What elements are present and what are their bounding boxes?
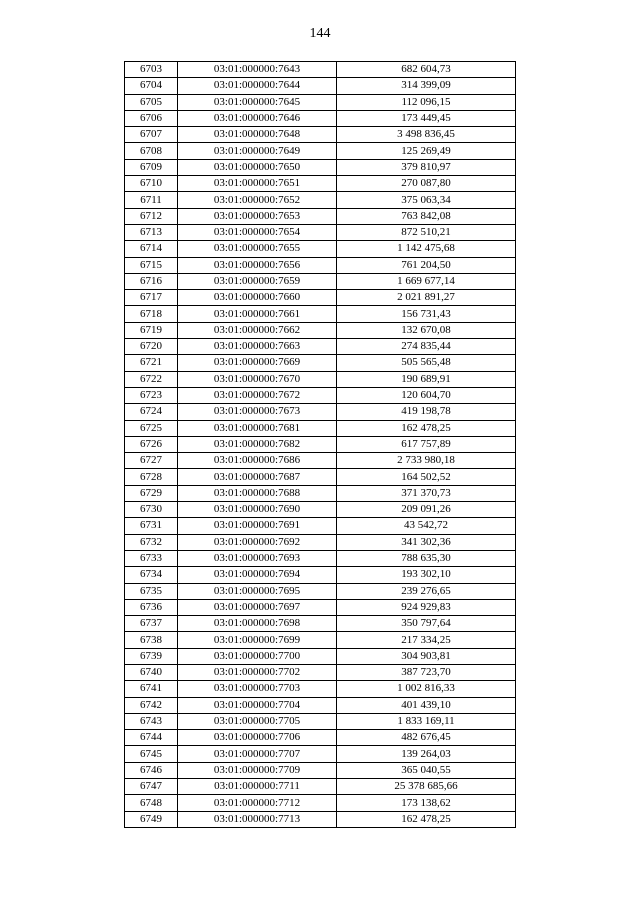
- cadastral-value-cell: 872 510,21: [337, 224, 516, 240]
- cadastral-value-cell: 274 835,44: [337, 339, 516, 355]
- table-row: [125, 290, 516, 306]
- row-number-cell: 6727: [125, 453, 178, 469]
- cadastral-value-cell: 173 138,62: [337, 795, 516, 811]
- cadastral-value-cell: 365 040,55: [337, 762, 516, 778]
- table-row: [125, 322, 516, 338]
- row-number-cell: 6747: [125, 779, 178, 795]
- row-number-cell: 6743: [125, 713, 178, 729]
- cadastral-value-cell: 763 842,08: [337, 208, 516, 224]
- cadastral-number-cell: 03:01:000000:7646: [178, 110, 337, 126]
- table-row: [125, 127, 516, 143]
- cadastral-value-cell: 190 689,91: [337, 371, 516, 387]
- cadastral-number-cell: 03:01:000000:7713: [178, 811, 337, 827]
- cadastral-value-cell: 375 063,34: [337, 192, 516, 208]
- cadastral-number-cell: 03:01:000000:7673: [178, 404, 337, 420]
- cadastral-value-cell: 209 091,26: [337, 502, 516, 518]
- cadastral-value-cell: 1 142 475,68: [337, 241, 516, 257]
- cadastral-number-cell: 03:01:000000:7655: [178, 241, 337, 257]
- cadastral-number-cell: 03:01:000000:7687: [178, 469, 337, 485]
- cadastral-value-cell: 193 302,10: [337, 567, 516, 583]
- cadastral-value-cell: 350 797,64: [337, 616, 516, 632]
- row-number-cell: 6704: [125, 78, 178, 94]
- row-number-cell: 6706: [125, 110, 178, 126]
- table-row: [125, 355, 516, 371]
- table-row: [125, 550, 516, 566]
- table-row: [125, 176, 516, 192]
- row-number-cell: 6722: [125, 371, 178, 387]
- table-row: [125, 404, 516, 420]
- table-row: [125, 485, 516, 501]
- table-row: [125, 583, 516, 599]
- row-number-cell: 6734: [125, 567, 178, 583]
- cadastral-value-cell: 139 264,03: [337, 746, 516, 762]
- row-number-cell: 6707: [125, 127, 178, 143]
- cadastral-number-cell: 03:01:000000:7672: [178, 387, 337, 403]
- cadastral-number-cell: 03:01:000000:7654: [178, 224, 337, 240]
- table-row: [125, 681, 516, 697]
- cadastral-number-cell: 03:01:000000:7649: [178, 143, 337, 159]
- cadastral-value-cell: 162 478,25: [337, 420, 516, 436]
- cadastral-value-cell: 2 733 980,18: [337, 453, 516, 469]
- cadastral-number-cell: 03:01:000000:7709: [178, 762, 337, 778]
- row-number-cell: 6714: [125, 241, 178, 257]
- row-number-cell: 6741: [125, 681, 178, 697]
- row-number-cell: 6726: [125, 436, 178, 452]
- cadastral-value-cell: 924 929,83: [337, 599, 516, 615]
- cadastral-number-cell: 03:01:000000:7651: [178, 176, 337, 192]
- row-number-cell: 6748: [125, 795, 178, 811]
- cadastral-value-cell: 401 439,10: [337, 697, 516, 713]
- table-row: [125, 567, 516, 583]
- table-row: [125, 746, 516, 762]
- row-number-cell: 6728: [125, 469, 178, 485]
- cadastral-value-cell: 217 334,25: [337, 632, 516, 648]
- table-row: [125, 518, 516, 534]
- cadastral-number-cell: 03:01:000000:7690: [178, 502, 337, 518]
- cadastral-number-cell: 03:01:000000:7703: [178, 681, 337, 697]
- row-number-cell: 6740: [125, 664, 178, 680]
- cadastral-number-cell: 03:01:000000:7663: [178, 339, 337, 355]
- row-number-cell: 6710: [125, 176, 178, 192]
- cadastral-number-cell: 03:01:000000:7705: [178, 713, 337, 729]
- row-number-cell: 6709: [125, 159, 178, 175]
- cadastral-value-cell: 387 723,70: [337, 664, 516, 680]
- cadastral-value-cell: 379 810,97: [337, 159, 516, 175]
- cadastral-number-cell: 03:01:000000:7697: [178, 599, 337, 615]
- table-row: [125, 78, 516, 94]
- cadastral-value-cell: 120 604,70: [337, 387, 516, 403]
- table-row: [125, 62, 516, 78]
- cadastral-value-table: [124, 61, 516, 828]
- row-number-cell: 6716: [125, 273, 178, 289]
- cadastral-number-cell: 03:01:000000:7653: [178, 208, 337, 224]
- row-number-cell: 6730: [125, 502, 178, 518]
- table-row: [125, 453, 516, 469]
- cadastral-value-cell: 162 478,25: [337, 811, 516, 827]
- row-number-cell: 6739: [125, 648, 178, 664]
- row-number-cell: 6729: [125, 485, 178, 501]
- cadastral-number-cell: 03:01:000000:7711: [178, 779, 337, 795]
- row-number-cell: 6723: [125, 387, 178, 403]
- table-row: [125, 502, 516, 518]
- cadastral-value-cell: 617 757,89: [337, 436, 516, 452]
- cadastral-number-cell: 03:01:000000:7643: [178, 62, 337, 78]
- cadastral-value-cell: 1 833 169,11: [337, 713, 516, 729]
- table-row: [125, 159, 516, 175]
- cadastral-number-cell: 03:01:000000:7702: [178, 664, 337, 680]
- cadastral-number-cell: 03:01:000000:7707: [178, 746, 337, 762]
- cadastral-number-cell: 03:01:000000:7681: [178, 420, 337, 436]
- cadastral-value-cell: 371 370,73: [337, 485, 516, 501]
- cadastral-value-cell: 3 498 836,45: [337, 127, 516, 143]
- row-number-cell: 6717: [125, 290, 178, 306]
- table-row: [125, 599, 516, 615]
- cadastral-value-cell: 270 087,80: [337, 176, 516, 192]
- cadastral-number-cell: 03:01:000000:7686: [178, 453, 337, 469]
- cadastral-value-cell: 43 542,72: [337, 518, 516, 534]
- table-row: [125, 713, 516, 729]
- cadastral-number-cell: 03:01:000000:7692: [178, 534, 337, 550]
- cadastral-value-cell: 682 604,73: [337, 62, 516, 78]
- row-number-cell: 6719: [125, 322, 178, 338]
- row-number-cell: 6733: [125, 550, 178, 566]
- row-number-cell: 6735: [125, 583, 178, 599]
- row-number-cell: 6736: [125, 599, 178, 615]
- row-number-cell: 6742: [125, 697, 178, 713]
- row-number-cell: 6720: [125, 339, 178, 355]
- row-number-cell: 6745: [125, 746, 178, 762]
- table-row: [125, 143, 516, 159]
- row-number-cell: 6705: [125, 94, 178, 110]
- table-row: [125, 273, 516, 289]
- table-row: [125, 224, 516, 240]
- table-row: [125, 94, 516, 110]
- cadastral-number-cell: 03:01:000000:7662: [178, 322, 337, 338]
- row-number-cell: 6712: [125, 208, 178, 224]
- cadastral-value-cell: 164 502,52: [337, 469, 516, 485]
- cadastral-number-cell: 03:01:000000:7693: [178, 550, 337, 566]
- table-row: [125, 469, 516, 485]
- row-number-cell: 6744: [125, 730, 178, 746]
- cadastral-value-cell: 25 378 685,66: [337, 779, 516, 795]
- row-number-cell: 6724: [125, 404, 178, 420]
- cadastral-number-cell: 03:01:000000:7650: [178, 159, 337, 175]
- cadastral-value-cell: 239 276,65: [337, 583, 516, 599]
- cadastral-value-cell: 173 449,45: [337, 110, 516, 126]
- row-number-cell: 6737: [125, 616, 178, 632]
- cadastral-value-cell: 505 565,48: [337, 355, 516, 371]
- cadastral-number-cell: 03:01:000000:7660: [178, 290, 337, 306]
- cadastral-value-cell: 482 676,45: [337, 730, 516, 746]
- cadastral-value-cell: 788 635,30: [337, 550, 516, 566]
- row-number-cell: 6731: [125, 518, 178, 534]
- row-number-cell: 6746: [125, 762, 178, 778]
- cadastral-number-cell: 03:01:000000:7695: [178, 583, 337, 599]
- table-row: [125, 110, 516, 126]
- table-row: [125, 387, 516, 403]
- cadastral-number-cell: 03:01:000000:7661: [178, 306, 337, 322]
- row-number-cell: 6711: [125, 192, 178, 208]
- row-number-cell: 6738: [125, 632, 178, 648]
- cadastral-value-cell: 156 731,43: [337, 306, 516, 322]
- row-number-cell: 6703: [125, 62, 178, 78]
- cadastral-number-cell: 03:01:000000:7644: [178, 78, 337, 94]
- row-number-cell: 6718: [125, 306, 178, 322]
- table-row: [125, 192, 516, 208]
- cadastral-number-cell: 03:01:000000:7700: [178, 648, 337, 664]
- cadastral-value-cell: 125 269,49: [337, 143, 516, 159]
- table-row: [125, 208, 516, 224]
- table-row: [125, 257, 516, 273]
- table-row: [125, 616, 516, 632]
- cadastral-number-cell: 03:01:000000:7688: [178, 485, 337, 501]
- table-row: [125, 371, 516, 387]
- table-row: [125, 779, 516, 795]
- cadastral-number-cell: 03:01:000000:7694: [178, 567, 337, 583]
- row-number-cell: 6713: [125, 224, 178, 240]
- row-number-cell: 6732: [125, 534, 178, 550]
- cadastral-number-cell: 03:01:000000:7656: [178, 257, 337, 273]
- cadastral-value-cell: 112 096,15: [337, 94, 516, 110]
- table-row: [125, 241, 516, 257]
- table-row: [125, 762, 516, 778]
- row-number-cell: 6721: [125, 355, 178, 371]
- table-body: [125, 62, 516, 828]
- table-row: [125, 339, 516, 355]
- cadastral-number-cell: 03:01:000000:7706: [178, 730, 337, 746]
- cadastral-value-cell: 132 670,08: [337, 322, 516, 338]
- cadastral-number-cell: 03:01:000000:7691: [178, 518, 337, 534]
- cadastral-value-cell: 341 302,36: [337, 534, 516, 550]
- table-row: [125, 420, 516, 436]
- cadastral-value-cell: 761 204,50: [337, 257, 516, 273]
- table-row: [125, 664, 516, 680]
- page-number: 144: [309, 26, 331, 41]
- cadastral-number-cell: 03:01:000000:7645: [178, 94, 337, 110]
- cadastral-value-cell: 1 669 677,14: [337, 273, 516, 289]
- row-number-cell: 6725: [125, 420, 178, 436]
- cadastral-number-cell: 03:01:000000:7712: [178, 795, 337, 811]
- cadastral-value-cell: 1 002 816,33: [337, 681, 516, 697]
- table-row: [125, 648, 516, 664]
- cadastral-number-cell: 03:01:000000:7669: [178, 355, 337, 371]
- table-row: [125, 730, 516, 746]
- cadastral-number-cell: 03:01:000000:7698: [178, 616, 337, 632]
- cadastral-value-cell: 314 399,09: [337, 78, 516, 94]
- table-row: [125, 795, 516, 811]
- cadastral-value-cell: 419 198,78: [337, 404, 516, 420]
- table-row: [125, 811, 516, 827]
- cadastral-value-cell: 2 021 891,27: [337, 290, 516, 306]
- cadastral-value-cell: 304 903,81: [337, 648, 516, 664]
- cadastral-number-cell: 03:01:000000:7652: [178, 192, 337, 208]
- cadastral-number-cell: 03:01:000000:7699: [178, 632, 337, 648]
- table-row: [125, 306, 516, 322]
- row-number-cell: 6715: [125, 257, 178, 273]
- cadastral-number-cell: 03:01:000000:7648: [178, 127, 337, 143]
- row-number-cell: 6708: [125, 143, 178, 159]
- row-number-cell: 6749: [125, 811, 178, 827]
- cadastral-number-cell: 03:01:000000:7670: [178, 371, 337, 387]
- cadastral-number-cell: 03:01:000000:7659: [178, 273, 337, 289]
- table-row: [125, 632, 516, 648]
- table-row: [125, 697, 516, 713]
- table-row: [125, 534, 516, 550]
- cadastral-number-cell: 03:01:000000:7682: [178, 436, 337, 452]
- table-row: [125, 436, 516, 452]
- cadastral-number-cell: 03:01:000000:7704: [178, 697, 337, 713]
